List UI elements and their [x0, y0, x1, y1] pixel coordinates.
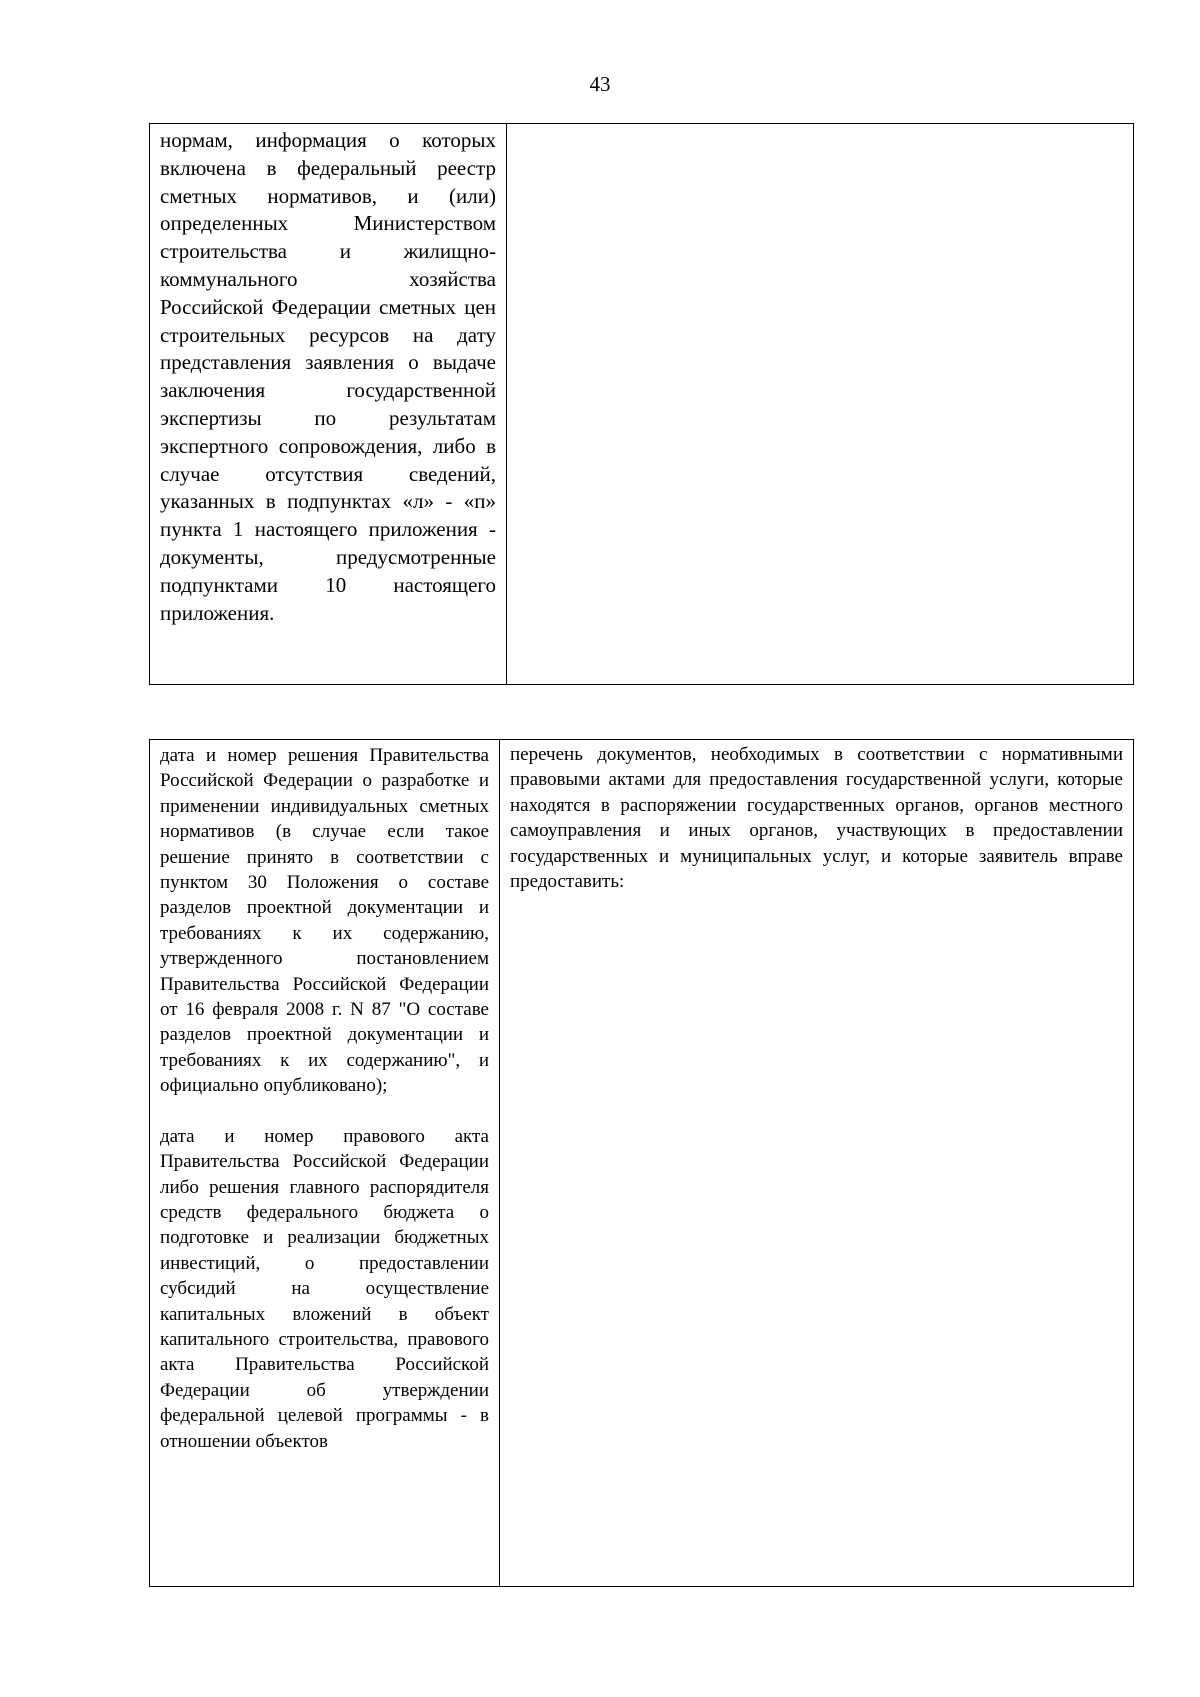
documents-table: [149, 739, 1134, 1587]
cell-text: [507, 124, 1133, 127]
paragraph-spacer: [160, 1099, 489, 1124]
table-row: [150, 124, 1134, 685]
table-row: [150, 740, 1134, 1587]
cell-text: нормам, информация о которых включена в федеральный реестр сметных нормативов, и (или) определенных Министерством строительства и жилищно-коммунального хозяйства Российской Федерации сметных цен строительных ресурсов на дату представления заявления о выдаче заключения государственной экспертизы по результатам экспертного сопровождения, либо в случае отсутствия сведений, указанных в подпунктах «л» - «п» пункта 1 настоящего приложения - документы, предусмотренные подпунктами 10 настоящего приложения.: [160, 128, 496, 625]
cell-content: [150, 740, 499, 1454]
table-cell-left: [150, 124, 507, 685]
page-number: 43: [589, 72, 611, 96]
cell-paragraph: дата и номер правового акта Правительства Российской Федерации либо решения главного распорядителя средств федерального бюджета о подготовке и реализации бюджетных инвестиций, о предоставлении субсидий на осуществление капитальных вложений в объект капитального строительства, правового акта Правительства Российской Федерации об утверждении федеральной целевой программы - в отношении объектов: [160, 1125, 489, 1452]
table-cell-left: [150, 740, 500, 1587]
requirements-table-continued: [149, 123, 1134, 685]
table-cell-right: [507, 124, 1134, 685]
cell-text: перечень документов, необходимых в соответствии с нормативными правовыми актами для предоставления государственной услуги, которые находятся в распоряжении государственных органов, органов местного самоуправления и иных органов, участвующих в предоставлении государственных и муниципальных услуг, и которые заявитель вправе предоставить:: [510, 744, 1123, 893]
table-cell-right: [500, 740, 1134, 1587]
cell-paragraph: дата и номер решения Правительства Российской Федерации о разработке и применении индивидуальных сметных нормативов (в случае если такое решение принято в соответствии с пунктом 30 Положения о составе разделов проектной документации и требованиях к их содержанию, утвержденного постановлением Правительства Российской Федерации от 16 февраля 2008 г. N 87 "О составе разделов проектной документации и требованиях к их содержанию", и официально опубликовано);: [160, 745, 489, 1097]
